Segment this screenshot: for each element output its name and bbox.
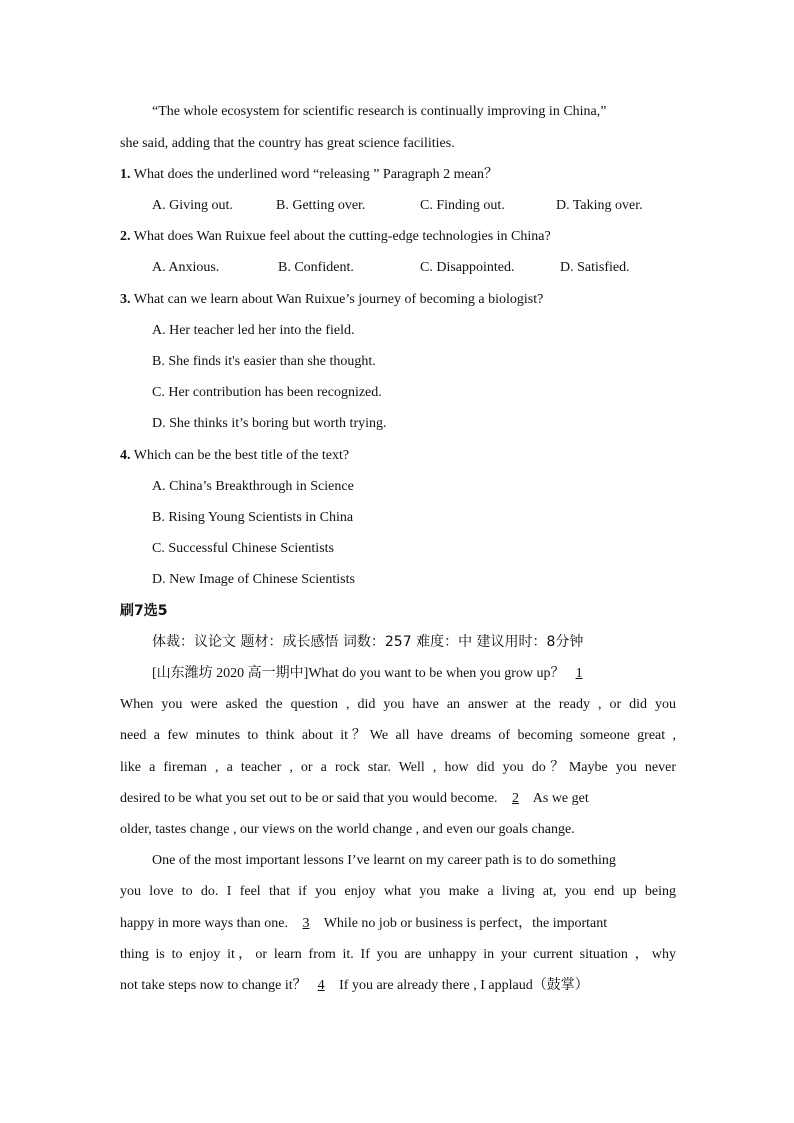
option-a: A. Anxious.	[152, 260, 220, 275]
option-c: C. Disappointed.	[420, 260, 515, 275]
passage-text: As we get	[532, 791, 589, 806]
question-text: What does Wan Ruixue feel about the cutting-edge technologies in China?	[133, 229, 551, 244]
passage-p2-line-1: One of the most important lessons I’ve learnt on my career path is to do something	[152, 853, 616, 868]
question-text: What does the underlined word “releasing ” Paragraph 2 mean？	[133, 167, 499, 182]
question-3	[120, 290, 543, 310]
question-text: What can we learn about Wan Ruixue’s journey of becoming a biologist?	[133, 292, 544, 307]
passage-text: If you are already there , I applaud（鼓掌）	[339, 978, 589, 993]
option-c: C. Successful Chinese Scientists	[152, 541, 334, 556]
option-b: B. She finds it's easier than she thought.	[152, 354, 376, 369]
passage-p1-line-3: need a few minutes to think about it？We all have dreams of becoming someone great ,	[120, 728, 676, 743]
passage-p2-line-4: thing is to enjoy it，or learn from it. If you are unhappy in your current situation ，why	[120, 947, 676, 962]
question-number: 3.	[120, 292, 131, 307]
section-heading: 刷7选5	[120, 603, 168, 619]
option-c: C. Finding out.	[420, 198, 505, 213]
passage-p1-line-5	[120, 789, 589, 809]
question-number: 1.	[120, 167, 131, 182]
passage-text: While no job or business is perfect，the important	[323, 916, 608, 931]
option-d: D. Satisfied.	[560, 260, 630, 275]
passage-p1-line-2: When you were asked the question , did you have an answer at the ready , or did you	[120, 697, 676, 712]
option-d: D. Taking over.	[556, 198, 643, 213]
quote-line-1: “The whole ecosystem for scientific research is continually improving in China,”	[152, 104, 607, 119]
passage-text: not take steps now to change it？	[120, 978, 307, 993]
question-1-options	[0, 196, 794, 216]
blank-3[interactable]: 3	[302, 916, 310, 931]
blank-1[interactable]: 1	[575, 666, 583, 681]
passage-p1-line-1	[152, 664, 590, 684]
option-d: D. New Image of Chinese Scientists	[152, 572, 355, 587]
blank-2[interactable]: 2	[512, 791, 520, 806]
passage-p1-line-6: older, tastes change , our views on the world change , and even our goals change.	[120, 822, 575, 837]
blank-4[interactable]: 4	[317, 978, 325, 993]
question-1	[120, 165, 498, 185]
option-d: D. She thinks it’s boring but worth trying.	[152, 416, 387, 431]
question-4	[120, 446, 349, 466]
question-2-options	[0, 258, 794, 278]
question-2	[120, 227, 551, 247]
passage-p1-line-4: like a fireman , a teacher , or a rock star. Well , how did you do？Maybe you never	[120, 760, 676, 775]
option-b: B. Getting over.	[276, 198, 366, 213]
question-number: 2.	[120, 229, 131, 244]
option-c: C. Her contribution has been recognized.	[152, 385, 382, 400]
section-meta: 体裁：议论文 题材：成长感悟 词数：257 难度：中 建议用时：8分钟	[152, 634, 584, 650]
option-a: A. China’s Breakthrough in Science	[152, 479, 354, 494]
quote-line-2: she said, adding that the country has great science facilities.	[120, 136, 455, 151]
question-number: 4.	[120, 448, 131, 463]
passage-p2-line-3	[120, 914, 607, 934]
passage-text: happy in more ways than one.	[120, 916, 288, 931]
option-b: B. Rising Young Scientists in China	[152, 510, 354, 525]
option-b: B. Confident.	[278, 260, 354, 275]
passage-p2-line-5	[120, 976, 589, 996]
question-text: Which can be the best title of the text?	[133, 448, 350, 463]
passage-text: desired to be what you set out to be or said that you would become.	[120, 791, 498, 806]
passage-text: [山东潍坊 2020 高一期中]What do you want to be when you grow up？	[152, 666, 565, 681]
option-a: A. Giving out.	[152, 198, 233, 213]
passage-p2-line-2: you love to do. I feel that if you enjoy what you make a living at, you end up being	[120, 884, 676, 899]
option-a: A. Her teacher led her into the field.	[152, 323, 355, 338]
